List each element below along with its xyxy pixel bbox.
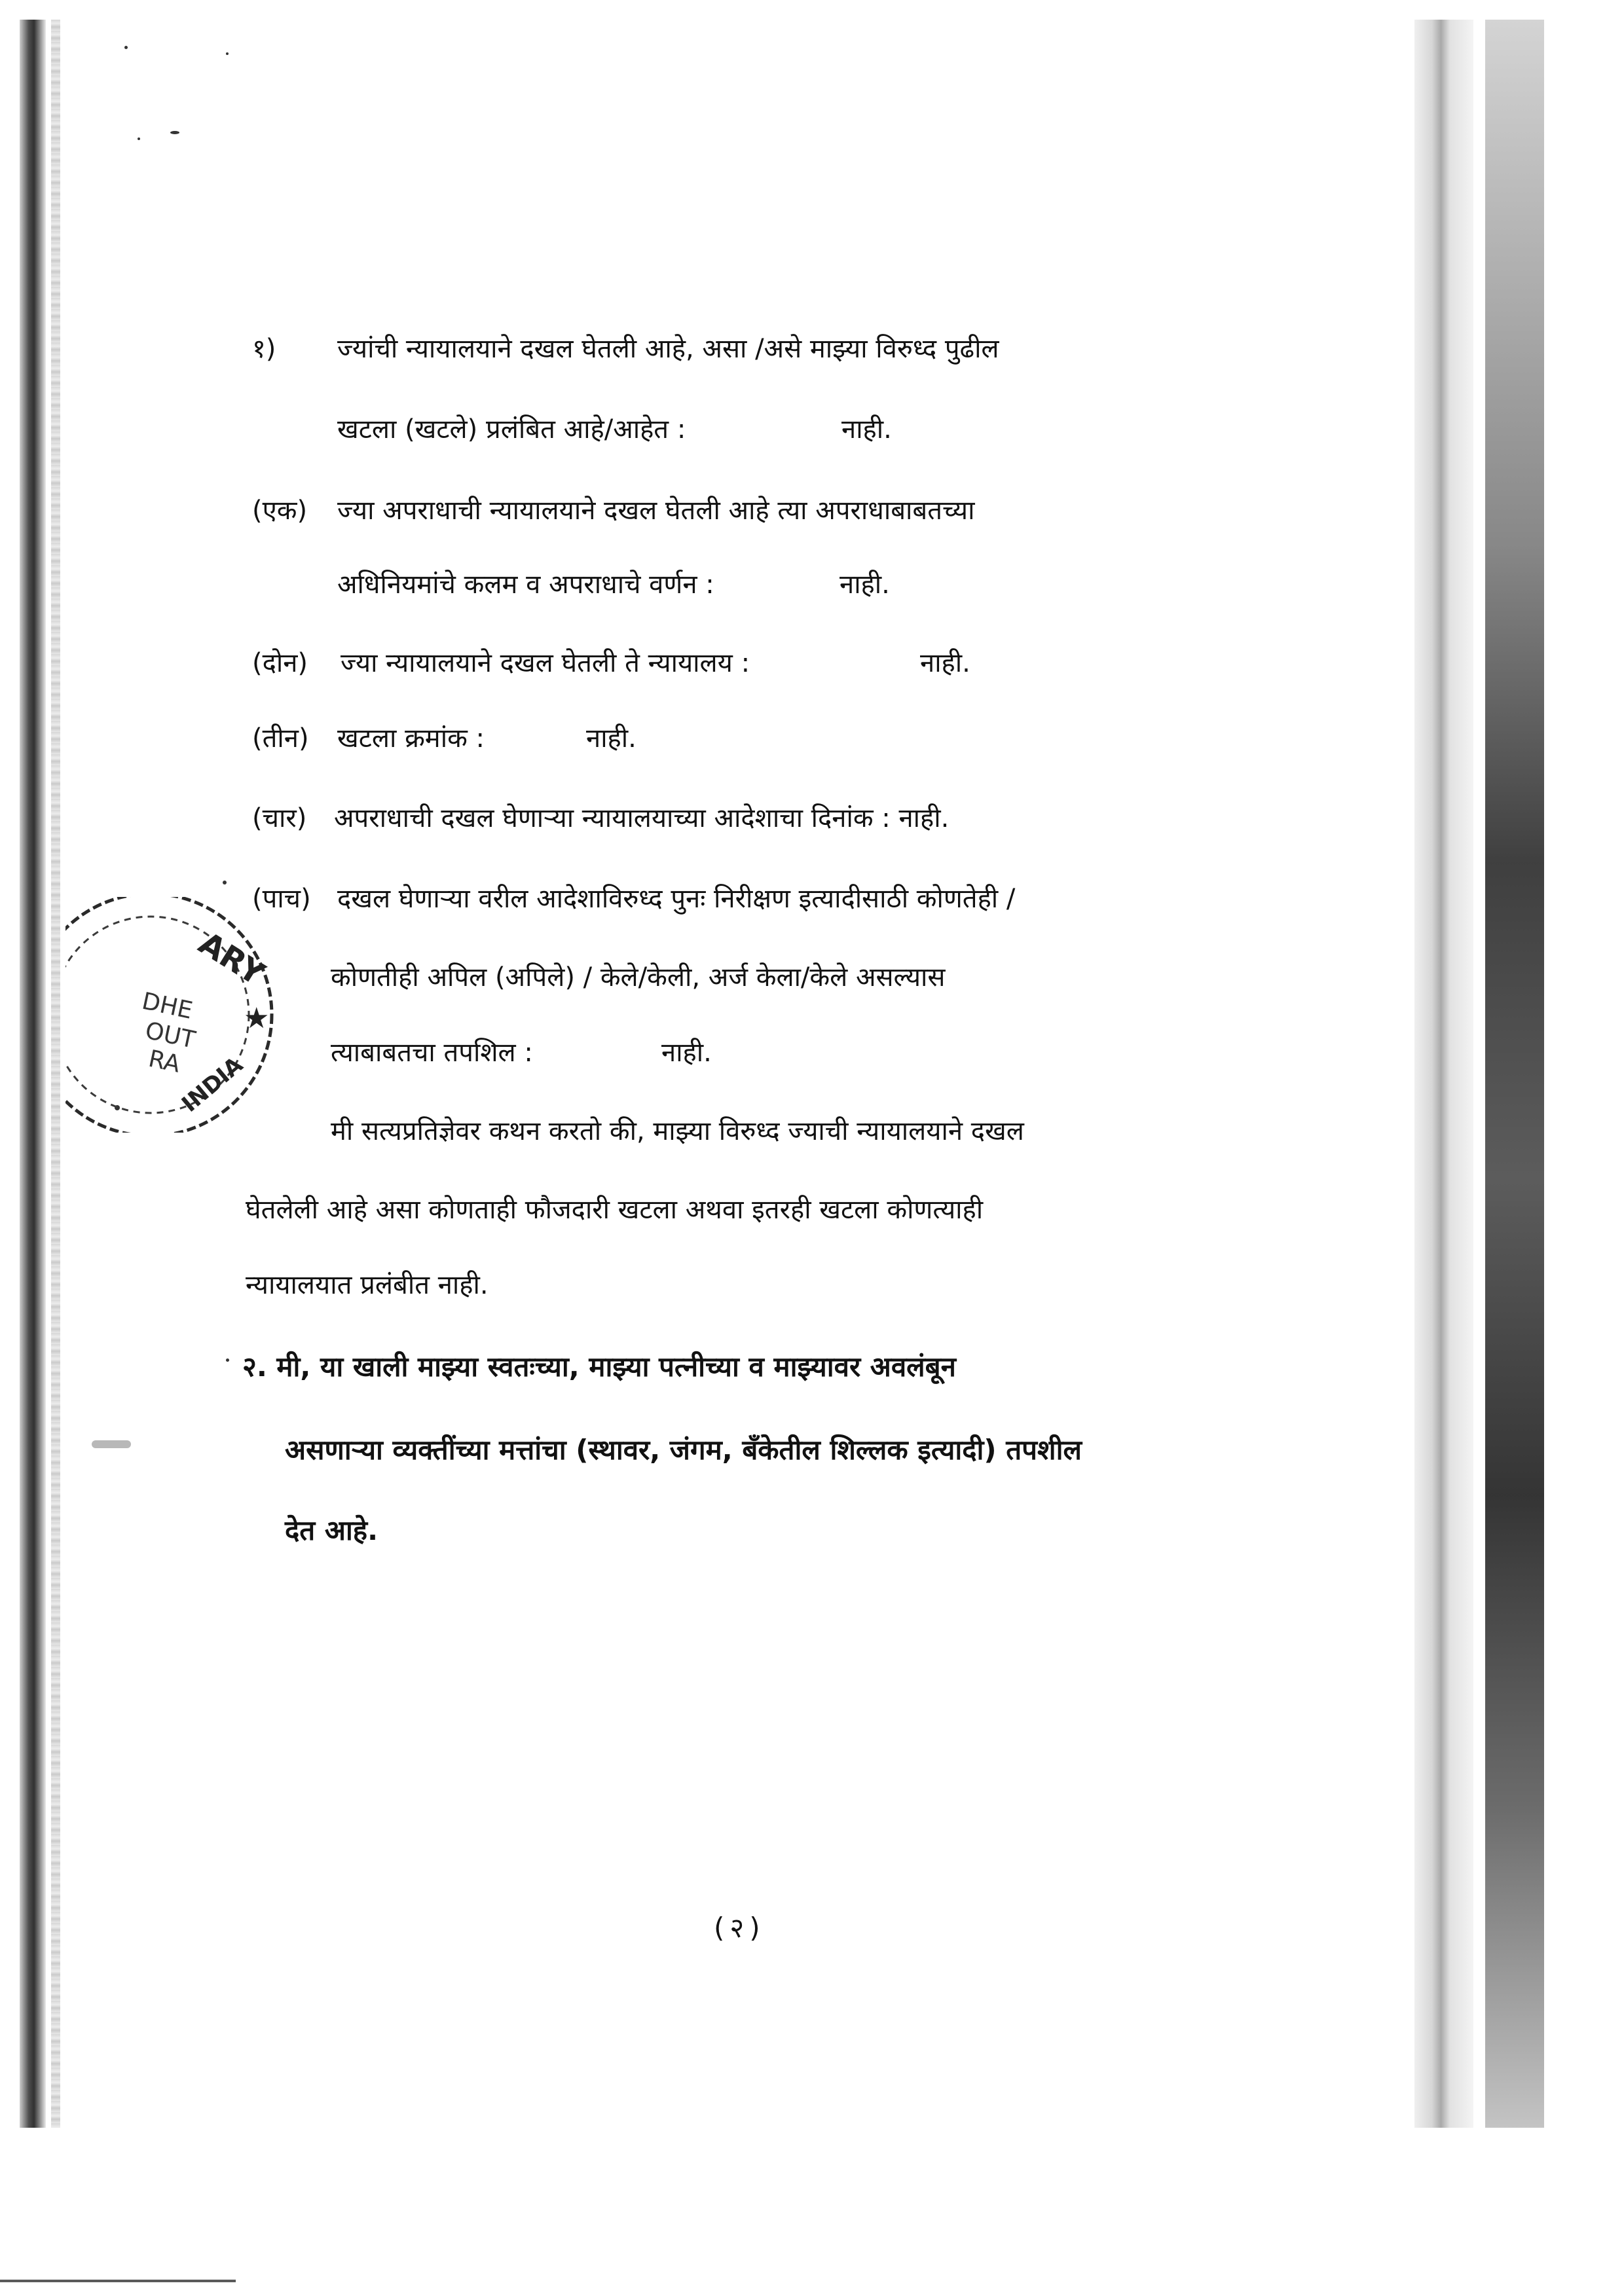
page-number: (२) [714, 1912, 766, 1944]
item-1-text: ज्यांची न्यायालयाने दखल घेतली आहे, असा /असे माझ्या विरुध्द पुढील [337, 334, 999, 364]
item-1-text-2: खटला (खटले) प्रलंबित आहे/आहेत : [337, 414, 686, 445]
seal-text-ra: RA [146, 1045, 183, 1078]
scan-speck [92, 1440, 131, 1448]
declaration-text-3: न्यायालयात प्रलंबीत नाही. [246, 1270, 489, 1300]
item-pach-text: दखल घेणाऱ्या वरील आदेशाविरुध्द पुनः निरीक्षण इत्यादीसाठी कोणतेही / [337, 884, 1016, 914]
item-1-marker: १) [252, 334, 276, 364]
item-ek-marker: (एक) [252, 496, 308, 526]
item-char-marker: (चार) [252, 803, 307, 833]
scan-speck [223, 881, 227, 884]
item-2-text-3: देत आहे. [285, 1514, 378, 1546]
seal-text-out: OUT [143, 1017, 198, 1054]
seal-star-icon: ★ [244, 1002, 270, 1035]
item-ek-text: ज्या अपराधाची न्यायालयाने दखल घेतली आहे त्या अपराधाबाबतच्या [337, 496, 975, 526]
scan-edge-right [1414, 20, 1473, 2128]
item-2-text-2: असणाऱ्या व्यक्तींच्या मत्तांचा (स्थावर, जंगम, बँकेतील शिल्लक इत्यादी) तपशील [285, 1434, 1082, 1466]
declaration-text-1: मी सत्यप्रतिज्ञेवर कथन करतो की, माझ्या विरुध्द ज्याची न्यायालयाने दखल [331, 1116, 1024, 1146]
item-don-value: नाही. [920, 648, 970, 678]
item-teen-text: खटला क्रमांक : [337, 723, 485, 754]
item-ek-value: नाही. [840, 570, 890, 600]
item-2-text-1: २. मी, या खाली माझ्या स्वतःच्या, माझ्या पत्नीच्या व माझ्यावर अवलंबून [242, 1351, 956, 1383]
item-ek-text-2: अधिनियमांचे कलम व अपराधाचे वर्णन : [337, 570, 714, 600]
seal-text-india: INDIA [177, 1051, 248, 1118]
scan-speck [124, 46, 128, 49]
item-don-text: ज्या न्यायालयाने दखल घेतली ते न्यायालय : [341, 648, 750, 678]
scan-speck [170, 131, 179, 134]
item-teen-marker: (तीन) [252, 723, 309, 754]
item-teen-value: नाही. [586, 723, 637, 754]
declaration-text-2: घेतलेली आहे असा कोणताही फौजदारी खटला अथवा इतरही खटला कोणत्याही [246, 1195, 984, 1225]
item-1-value: नाही. [841, 414, 892, 445]
scan-edge-left [20, 20, 46, 2128]
item-pach-text-3: त्याबाबतचा तपशिल : [331, 1038, 533, 1068]
scan-bottom-rule [0, 2280, 236, 2282]
notary-seal-stamp [65, 897, 301, 1133]
seal-text-ary: ARY [192, 924, 271, 993]
scan-edge-right-shadow [1485, 20, 1544, 2128]
item-don-marker: (दोन) [252, 648, 308, 678]
scan-speck [138, 137, 140, 140]
scan-speck [226, 1358, 229, 1362]
item-pach-marker: (पाच) [252, 884, 311, 914]
seal-text-dhe: DHE [139, 987, 195, 1025]
scan-edge-left-texture [51, 20, 60, 2128]
scan-speck [226, 52, 229, 55]
item-pach-value: नाही. [661, 1038, 712, 1068]
item-pach-text-2: कोणतीही अपिल (अपिले) / केले/केली, अर्ज केला/केले असल्यास [331, 962, 946, 993]
item-char-text: अपराधाची दखल घेणाऱ्या न्यायालयाच्या आदेशाचा दिनांक : नाही. [334, 803, 950, 833]
